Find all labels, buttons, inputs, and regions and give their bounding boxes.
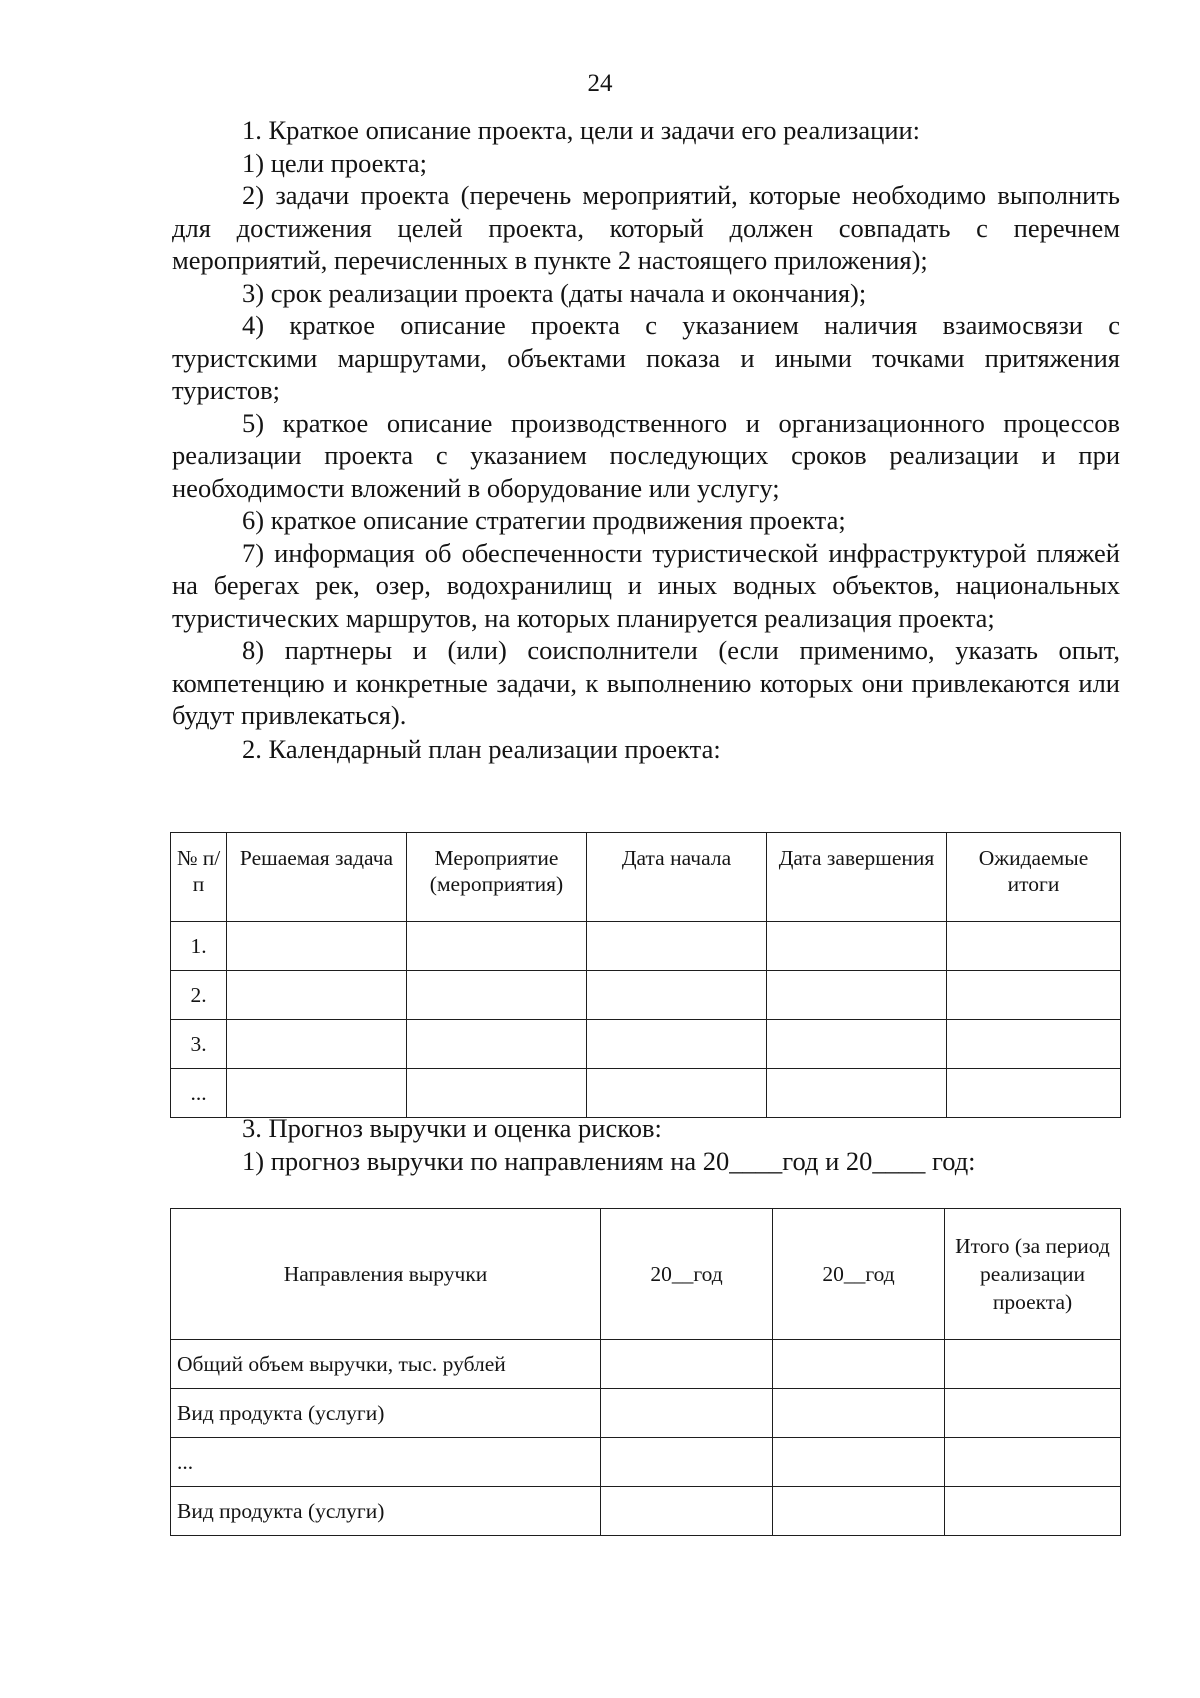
table-cell — [947, 922, 1121, 971]
table-cell — [945, 1340, 1121, 1389]
table-cell — [945, 1438, 1121, 1487]
table-cell — [947, 1020, 1121, 1069]
table-cell — [601, 1438, 773, 1487]
section-1-item: 2) задачи проекта (перечень мероприятий, которые необходимо выполнить для достижения целей проекта, который должен совпадать с перечнем мероприятий, перечисленных в пункте 2 настоящего приложения); — [172, 180, 1120, 275]
table-cell — [587, 1069, 767, 1118]
section-2-heading: 2. Календарный план реализации проекта: — [242, 733, 721, 764]
row-number: 3. — [171, 1020, 227, 1069]
table-header-row — [171, 833, 1121, 922]
row-number: 2. — [171, 971, 227, 1020]
calendar-plan-table — [170, 832, 1121, 1118]
row-label: Вид продукта (услуги) — [171, 1487, 601, 1536]
section-3-heading: 3. Прогноз выручки и оценка рисков: — [242, 1113, 662, 1143]
table-cell — [587, 922, 767, 971]
section-1-item: 5) краткое описание производственного и организационного процессов реализации проекта с указанием последующих сроков реализации и при необходимости вложений в оборудование или услугу; — [172, 407, 1120, 503]
table-row — [171, 1340, 1121, 1389]
table-cell — [407, 1020, 587, 1069]
table-row — [171, 971, 1121, 1020]
table-cell — [407, 971, 587, 1020]
row-label: Общий объем выручки, тыс. рублей — [171, 1340, 601, 1389]
section-1 — [172, 114, 1120, 765]
table-cell — [945, 1487, 1121, 1536]
table-row — [171, 1069, 1121, 1118]
column-header: Мероприятие (мероприятия) — [407, 833, 587, 922]
table-cell — [773, 1438, 945, 1487]
table-cell — [407, 1069, 587, 1118]
table-cell — [767, 922, 947, 971]
column-header: 20__год — [773, 1209, 945, 1340]
section-3-subitem: 1) прогноз выручки по направлениям на 20____год и 20____ год: — [242, 1145, 976, 1176]
table-cell — [947, 1069, 1121, 1118]
table-cell — [587, 1020, 767, 1069]
table-cell — [227, 922, 407, 971]
table-cell — [767, 1069, 947, 1118]
table-row — [171, 1020, 1121, 1069]
column-header: Дата начала — [587, 833, 767, 922]
row-number: 1. — [171, 922, 227, 971]
table-cell — [773, 1389, 945, 1438]
table-cell — [601, 1487, 773, 1536]
column-header: Решаемая задача — [227, 833, 407, 922]
table-header-row — [171, 1209, 1121, 1340]
table-row — [171, 1389, 1121, 1438]
section-1-heading: 1. Краткое описание проекта, цели и задачи его реализации: — [242, 115, 921, 145]
table-cell — [767, 1020, 947, 1069]
page-number: 24 — [587, 70, 613, 97]
column-header: Ожидаемые итоги — [947, 833, 1121, 922]
row-label: ... — [171, 1438, 601, 1487]
row-label: Вид продукта (услуги) — [171, 1389, 601, 1438]
table-cell — [601, 1340, 773, 1389]
revenue-forecast-table — [170, 1208, 1121, 1536]
section-1-item: 6) краткое описание стратегии продвижения проекта; — [242, 505, 846, 535]
table-cell — [227, 1069, 407, 1118]
table-row — [171, 1487, 1121, 1536]
column-header: 20__год — [601, 1209, 773, 1340]
table-cell — [947, 971, 1121, 1020]
section-1-item: 8) партнеры и (или) соисполнители (если применимо, указать опыт, компетенцию и конкретные задачи, к выполнению которых они привлекаются или будут привлекаться). — [172, 635, 1120, 730]
table-cell — [227, 1020, 407, 1069]
row-number: ... — [171, 1069, 227, 1118]
table-cell — [601, 1389, 773, 1438]
table-row — [171, 1438, 1121, 1487]
section-1-item: 4) краткое описание проекта с указанием наличия взаимосвязи с туристскими маршрутами, объектами показа и иными точками притяжения туристов; — [172, 310, 1120, 405]
section-1-item: 1) цели проекта; — [242, 147, 427, 178]
section-1-item: 7) информация об обеспеченности туристической инфраструктурой пляжей на берегах рек, озер, водохранилищ и иных водных объектов, национальных туристических маршрутов, на которых планируется реализация проекта; — [172, 537, 1120, 633]
table-cell — [773, 1487, 945, 1536]
column-header: Итого (за период реализации проекта) — [945, 1209, 1121, 1340]
section-1-item: 3) срок реализации проекта (даты начала и окончания); — [242, 277, 867, 308]
column-header: Дата завершения — [767, 833, 947, 922]
section-3 — [172, 1112, 1120, 1177]
table-cell — [227, 971, 407, 1020]
table-cell — [407, 922, 587, 971]
column-header: Направления выручки — [171, 1209, 601, 1340]
table-row — [171, 922, 1121, 971]
table-cell — [587, 971, 767, 1020]
column-header: № п/п — [171, 833, 227, 922]
table-cell — [773, 1340, 945, 1389]
table-cell — [767, 971, 947, 1020]
table-cell — [945, 1389, 1121, 1438]
